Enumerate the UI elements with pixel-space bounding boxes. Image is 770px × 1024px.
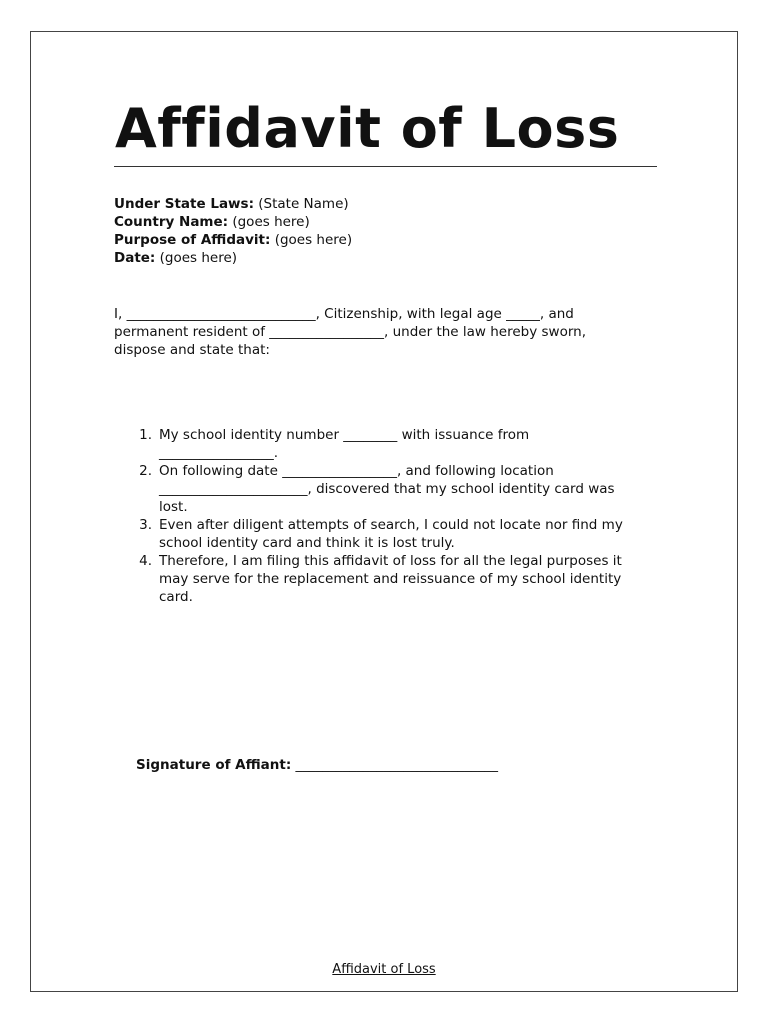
item-number: 4.	[139, 553, 152, 569]
title-divider	[114, 166, 657, 167]
meta-value: (goes here)	[274, 232, 353, 248]
list-item	[134, 426, 644, 462]
signature-blank: ______________________________	[295, 757, 499, 773]
meta-country-name	[114, 213, 352, 231]
document-title: Affidavit of Loss	[115, 97, 620, 160]
list-item	[134, 516, 644, 552]
list-item	[134, 552, 644, 606]
item-text: Even after diligent attempts of search, I could not locate nor find my school identity card and think it is lost truly.	[159, 517, 623, 551]
meta-purpose	[114, 231, 352, 249]
document-meta	[114, 195, 352, 267]
document-page	[30, 31, 738, 992]
signature-label: Signature of Affiant:	[136, 757, 292, 773]
item-number: 2.	[139, 463, 152, 479]
meta-state-laws	[114, 195, 352, 213]
meta-value: (goes here)	[159, 250, 238, 266]
item-number: 3.	[139, 517, 152, 533]
list-item	[134, 462, 644, 516]
statement-list	[134, 426, 644, 606]
meta-label: Date:	[114, 250, 156, 266]
meta-label: Purpose of Affidavit:	[114, 232, 271, 248]
item-text: Therefore, I am filing this affidavit of loss for all the legal purposes it may serve for the replacement and reissuance of my school identity card.	[159, 553, 622, 605]
page-footer: Affidavit of Loss	[332, 962, 436, 977]
meta-value: (goes here)	[232, 214, 310, 230]
meta-label: Under State Laws:	[114, 196, 254, 212]
item-text: On following date _________________, and following location ______________________, discovered that my school identity card was lost.	[159, 463, 615, 515]
item-text: My school identity number ________ with issuance from _________________.	[159, 427, 530, 461]
meta-date	[114, 249, 352, 267]
item-number: 1.	[139, 427, 152, 443]
signature-line	[136, 756, 498, 774]
intro-paragraph: I, ____________________________, Citizenship, with legal age _____, and permanent resident of _________________, under the law hereby sworn, dispose and state that:	[114, 306, 587, 358]
meta-label: Country Name:	[114, 214, 229, 230]
meta-value: (State Name)	[258, 196, 349, 212]
